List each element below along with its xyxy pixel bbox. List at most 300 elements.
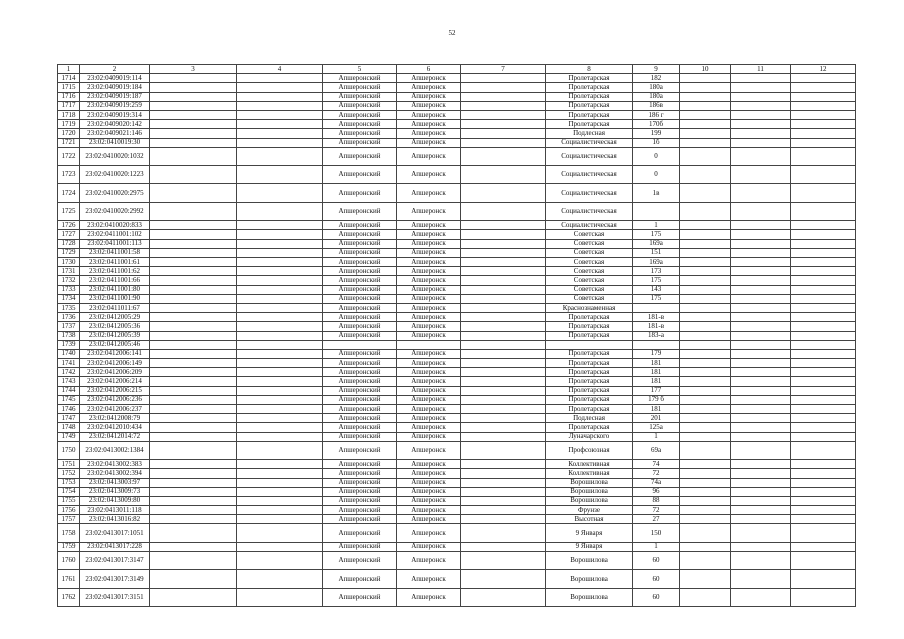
house-number-cell: 169а (633, 258, 680, 267)
column-11-cell (731, 102, 791, 111)
house-number-cell: 169а (633, 240, 680, 249)
district-cell: Апшеронский (323, 313, 397, 322)
column-3-cell (150, 460, 237, 469)
district-cell: Апшеронский (323, 286, 397, 295)
street-cell: Краснознаменная (546, 304, 633, 313)
column-number-header: 2 (80, 65, 150, 74)
column-10-cell (680, 396, 731, 405)
district-cell: Апшеронский (323, 377, 397, 386)
cadastral-number-cell: 23:02:0410020:1223 (80, 166, 150, 184)
district-cell: Апшеронский (323, 396, 397, 405)
row-number-cell: 1758 (58, 524, 80, 542)
column-10-cell (680, 249, 731, 258)
table-row (58, 377, 856, 386)
row-number-cell: 1730 (58, 258, 80, 267)
column-10-cell (680, 83, 731, 92)
row-number-cell: 1745 (58, 396, 80, 405)
house-number-cell: 181-в (633, 313, 680, 322)
cadastral-number-cell: 23:02:0411001:113 (80, 240, 150, 249)
street-cell: Пролетарская (546, 102, 633, 111)
district-cell: Апшеронский (323, 258, 397, 267)
settlement-cell: Апшеронск (397, 203, 461, 221)
cadastral-number-cell: 23:02:0412005:36 (80, 322, 150, 331)
column-10-cell (680, 488, 731, 497)
house-number-cell: 96 (633, 488, 680, 497)
house-number-cell: 175 (633, 230, 680, 239)
column-10-cell (680, 570, 731, 588)
column-11-cell (731, 488, 791, 497)
column-11-cell (731, 93, 791, 102)
table-row (58, 405, 856, 414)
row-number-cell: 1722 (58, 148, 80, 166)
settlement-cell: Апшеронск (397, 258, 461, 267)
district-cell: Апшеронский (323, 83, 397, 92)
district-cell: Апшеронский (323, 230, 397, 239)
district-cell: Апшеронский (323, 111, 397, 120)
settlement-cell: Апшеронск (397, 423, 461, 432)
cadastral-number-cell: 23:02:0411001:66 (80, 276, 150, 285)
column-4-cell (237, 295, 323, 304)
column-4-cell (237, 249, 323, 258)
house-number-cell: 0 (633, 148, 680, 166)
column-7-cell (461, 322, 546, 331)
column-10-cell (680, 166, 731, 184)
column-10-cell (680, 304, 731, 313)
row-number-cell: 1731 (58, 267, 80, 276)
column-7-cell (461, 368, 546, 377)
row-number-cell: 1721 (58, 139, 80, 148)
column-3-cell (150, 469, 237, 478)
column-11-cell (731, 83, 791, 92)
street-cell: Пролетарская (546, 322, 633, 331)
column-4-cell (237, 570, 323, 588)
column-number-row (58, 65, 856, 74)
street-cell: Ворошилова (546, 479, 633, 488)
house-number-cell: 181 (633, 368, 680, 377)
street-cell: Пролетарская (546, 368, 633, 377)
row-number-cell: 1746 (58, 405, 80, 414)
column-12-cell (791, 387, 856, 396)
cadastral-number-cell: 23:02:0413003:97 (80, 479, 150, 488)
column-12-cell (791, 295, 856, 304)
district-cell: Апшеронский (323, 552, 397, 570)
column-3-cell (150, 552, 237, 570)
column-12-cell (791, 423, 856, 432)
column-7-cell (461, 552, 546, 570)
cadastral-number-cell: 23:02:0413009:73 (80, 488, 150, 497)
column-10-cell (680, 350, 731, 359)
district-cell: Апшеронский (323, 414, 397, 423)
column-12-cell (791, 359, 856, 368)
column-12-cell (791, 83, 856, 92)
column-4-cell (237, 83, 323, 92)
column-7-cell (461, 120, 546, 129)
table-row (58, 139, 856, 148)
column-4-cell (237, 203, 323, 221)
column-4-cell (237, 589, 323, 607)
column-number-header: 9 (633, 65, 680, 74)
column-3-cell (150, 377, 237, 386)
column-4-cell (237, 322, 323, 331)
cadastral-number-cell: 23:02:0409020:142 (80, 120, 150, 129)
street-cell: Пролетарская (546, 332, 633, 341)
column-10-cell (680, 515, 731, 524)
column-12-cell (791, 276, 856, 285)
house-number-cell: 170б (633, 120, 680, 129)
district-cell: Апшеронский (323, 148, 397, 166)
settlement-cell: Апшеронск (397, 286, 461, 295)
column-11-cell (731, 240, 791, 249)
street-cell: Советская (546, 286, 633, 295)
cadastral-number-cell: 23:02:0413017:3149 (80, 570, 150, 588)
column-10-cell (680, 111, 731, 120)
column-3-cell (150, 433, 237, 442)
column-4-cell (237, 74, 323, 83)
column-10-cell (680, 267, 731, 276)
column-7-cell (461, 267, 546, 276)
column-11-cell (731, 148, 791, 166)
row-number-cell: 1754 (58, 488, 80, 497)
street-cell: Пролетарская (546, 405, 633, 414)
table-row (58, 240, 856, 249)
settlement-cell: Апшеронск (397, 479, 461, 488)
column-12-cell (791, 589, 856, 607)
column-12-cell (791, 240, 856, 249)
cadastral-number-cell: 23:02:0413009:80 (80, 497, 150, 506)
column-10-cell (680, 359, 731, 368)
column-3-cell (150, 203, 237, 221)
column-11-cell (731, 570, 791, 588)
column-4-cell (237, 433, 323, 442)
column-12-cell (791, 460, 856, 469)
house-number-cell: 1 (633, 543, 680, 552)
column-12-cell (791, 313, 856, 322)
settlement-cell: Апшеронск (397, 350, 461, 359)
street-cell: Пролетарская (546, 83, 633, 92)
cadastral-number-cell: 23:02:0412010:434 (80, 423, 150, 432)
column-11-cell (731, 332, 791, 341)
district-cell: Апшеронский (323, 524, 397, 542)
column-11-cell (731, 230, 791, 239)
column-11-cell (731, 221, 791, 230)
column-11-cell (731, 350, 791, 359)
settlement-cell: Апшеронск (397, 469, 461, 478)
settlement-cell: Апшеронск (397, 359, 461, 368)
row-number-cell: 1719 (58, 120, 80, 129)
column-number-header: 8 (546, 65, 633, 74)
column-10-cell (680, 460, 731, 469)
table-row (58, 111, 856, 120)
column-4-cell (237, 221, 323, 230)
house-number-cell: 179 (633, 350, 680, 359)
column-12-cell (791, 286, 856, 295)
column-7-cell (461, 589, 546, 607)
house-number-cell: 186в (633, 102, 680, 111)
row-number-cell: 1747 (58, 414, 80, 423)
column-4-cell (237, 313, 323, 322)
column-11-cell (731, 515, 791, 524)
column-10-cell (680, 230, 731, 239)
column-11-cell (731, 322, 791, 331)
column-10-cell (680, 295, 731, 304)
street-cell: Пролетарская (546, 423, 633, 432)
district-cell: Апшеронский (323, 479, 397, 488)
column-12-cell (791, 111, 856, 120)
column-4-cell (237, 139, 323, 148)
column-10-cell (680, 479, 731, 488)
column-10-cell (680, 120, 731, 129)
column-10-cell (680, 423, 731, 432)
column-3-cell (150, 368, 237, 377)
cadastral-number-cell: 23:02:0410020:1032 (80, 148, 150, 166)
table-row (58, 515, 856, 524)
table-row (58, 414, 856, 423)
table-row (58, 488, 856, 497)
district-cell: Апшеронский (323, 543, 397, 552)
column-3-cell (150, 74, 237, 83)
column-12-cell (791, 405, 856, 414)
table-row (58, 570, 856, 588)
row-number-cell: 1723 (58, 166, 80, 184)
column-7-cell (461, 83, 546, 92)
column-7-cell (461, 341, 546, 350)
column-4-cell (237, 368, 323, 377)
column-7-cell (461, 276, 546, 285)
column-12-cell (791, 139, 856, 148)
column-7-cell (461, 433, 546, 442)
column-7-cell (461, 488, 546, 497)
column-10-cell (680, 93, 731, 102)
settlement-cell: Апшеронск (397, 148, 461, 166)
column-4-cell (237, 148, 323, 166)
district-cell: Апшеронский (323, 184, 397, 202)
column-12-cell (791, 543, 856, 552)
column-3-cell (150, 304, 237, 313)
column-3-cell (150, 102, 237, 111)
table-row (58, 350, 856, 359)
house-number-cell (633, 341, 680, 350)
column-4-cell (237, 469, 323, 478)
house-number-cell: 179 б (633, 396, 680, 405)
district-cell: Апшеронский (323, 433, 397, 442)
table-row (58, 332, 856, 341)
column-3-cell (150, 341, 237, 350)
cadastral-number-cell: 23:02:0413011:118 (80, 506, 150, 515)
column-7-cell (461, 332, 546, 341)
street-cell: Советская (546, 295, 633, 304)
street-cell: Социалистическая (546, 184, 633, 202)
column-3-cell (150, 350, 237, 359)
cadastral-number-cell: 23:02:0412008:79 (80, 414, 150, 423)
column-7-cell (461, 129, 546, 138)
cadastral-number-cell: 23:02:0410019:30 (80, 139, 150, 148)
column-12-cell (791, 148, 856, 166)
cadastral-number-cell: 23:02:0411001:90 (80, 295, 150, 304)
settlement-cell: Апшеронск (397, 433, 461, 442)
column-10-cell (680, 129, 731, 138)
house-number-cell: 181 (633, 405, 680, 414)
column-3-cell (150, 359, 237, 368)
column-11-cell (731, 120, 791, 129)
column-7-cell (461, 203, 546, 221)
column-12-cell (791, 552, 856, 570)
table-row (58, 552, 856, 570)
district-cell: Апшеронский (323, 506, 397, 515)
column-7-cell (461, 543, 546, 552)
settlement-cell: Апшеронск (397, 506, 461, 515)
column-3-cell (150, 405, 237, 414)
district-cell: Апшеронский (323, 469, 397, 478)
house-number-cell: 60 (633, 552, 680, 570)
house-number-cell: 72 (633, 469, 680, 478)
row-number-cell: 1759 (58, 543, 80, 552)
column-12-cell (791, 102, 856, 111)
district-cell: Апшеронский (323, 203, 397, 221)
street-cell: Подлесная (546, 414, 633, 423)
street-cell: Пролетарская (546, 74, 633, 83)
house-number-cell: 1б (633, 139, 680, 148)
column-3-cell (150, 166, 237, 184)
table-row (58, 129, 856, 138)
page-number: 52 (448, 29, 456, 37)
cadastral-number-cell: 23:02:0412006:141 (80, 350, 150, 359)
district-cell: Апшеронский (323, 240, 397, 249)
column-11-cell (731, 258, 791, 267)
column-3-cell (150, 543, 237, 552)
district-cell: Апшеронский (323, 423, 397, 432)
street-cell: Советская (546, 258, 633, 267)
column-7-cell (461, 423, 546, 432)
column-7-cell (461, 460, 546, 469)
district-cell: Апшеронский (323, 515, 397, 524)
row-number-cell: 1728 (58, 240, 80, 249)
settlement-cell: Апшеронск (397, 120, 461, 129)
district-cell: Апшеронский (323, 166, 397, 184)
house-number-cell: 1в (633, 184, 680, 202)
column-3-cell (150, 295, 237, 304)
column-11-cell (731, 295, 791, 304)
column-12-cell (791, 396, 856, 405)
district-cell: Апшеронский (323, 93, 397, 102)
column-11-cell (731, 111, 791, 120)
column-7-cell (461, 313, 546, 322)
district-cell: Апшеронский (323, 442, 397, 460)
district-cell: Апшеронский (323, 589, 397, 607)
street-cell: Ворошилова (546, 570, 633, 588)
column-12-cell (791, 267, 856, 276)
column-11-cell (731, 589, 791, 607)
house-number-cell: 175 (633, 295, 680, 304)
table-row (58, 166, 856, 184)
table-row (58, 203, 856, 221)
column-4-cell (237, 304, 323, 313)
column-10-cell (680, 341, 731, 350)
table-row (58, 497, 856, 506)
settlement-cell: Апшеронск (397, 102, 461, 111)
column-10-cell (680, 543, 731, 552)
cadastral-number-cell: 23:02:0409019:314 (80, 111, 150, 120)
column-4-cell (237, 258, 323, 267)
column-12-cell (791, 570, 856, 588)
column-10-cell (680, 368, 731, 377)
table-row (58, 230, 856, 239)
column-11-cell (731, 552, 791, 570)
column-10-cell (680, 102, 731, 111)
column-11-cell (731, 359, 791, 368)
column-7-cell (461, 350, 546, 359)
column-4-cell (237, 267, 323, 276)
column-10-cell (680, 139, 731, 148)
column-4-cell (237, 276, 323, 285)
cadastral-number-cell: 23:02:0413017:228 (80, 543, 150, 552)
column-3-cell (150, 515, 237, 524)
cadastral-number-cell: 23:02:0412006:209 (80, 368, 150, 377)
street-cell: Пролетарская (546, 111, 633, 120)
house-number-cell: 177 (633, 387, 680, 396)
house-number-cell: 60 (633, 589, 680, 607)
table-row (58, 267, 856, 276)
cadastral-number-cell: 23:02:0412006:149 (80, 359, 150, 368)
column-12-cell (791, 230, 856, 239)
table-row (58, 304, 856, 313)
row-number-cell: 1743 (58, 377, 80, 386)
district-cell: Апшеронский (323, 276, 397, 285)
column-3-cell (150, 479, 237, 488)
street-cell: Пролетарская (546, 359, 633, 368)
table-row (58, 341, 856, 350)
column-12-cell (791, 506, 856, 515)
settlement-cell: Апшеронск (397, 442, 461, 460)
street-cell: Советская (546, 276, 633, 285)
row-number-cell: 1733 (58, 286, 80, 295)
row-number-cell: 1727 (58, 230, 80, 239)
column-3-cell (150, 148, 237, 166)
house-number-cell: 74а (633, 479, 680, 488)
column-10-cell (680, 524, 731, 542)
house-number-cell: 1 (633, 221, 680, 230)
cadastral-number-cell: 23:02:0409019:114 (80, 74, 150, 83)
column-11-cell (731, 506, 791, 515)
column-10-cell (680, 377, 731, 386)
cadastral-number-cell: 23:02:0412005:29 (80, 313, 150, 322)
table-row (58, 387, 856, 396)
row-number-cell: 1735 (58, 304, 80, 313)
district-cell: Апшеронский (323, 267, 397, 276)
column-3-cell (150, 524, 237, 542)
row-number-cell: 1737 (58, 322, 80, 331)
district-cell: Апшеронский (323, 488, 397, 497)
cadastral-number-cell: 23:02:0413016:82 (80, 515, 150, 524)
row-number-cell: 1732 (58, 276, 80, 285)
column-10-cell (680, 589, 731, 607)
column-number-header: 5 (323, 65, 397, 74)
district-cell: Апшеронский (323, 350, 397, 359)
table-row (58, 506, 856, 515)
table-row (58, 276, 856, 285)
column-11-cell (731, 423, 791, 432)
settlement-cell: Апшеронск (397, 276, 461, 285)
column-3-cell (150, 267, 237, 276)
column-7-cell (461, 258, 546, 267)
column-4-cell (237, 240, 323, 249)
district-cell: Апшеронский (323, 74, 397, 83)
registry-table (57, 64, 856, 607)
column-12-cell (791, 442, 856, 460)
column-11-cell (731, 387, 791, 396)
house-number-cell: 74 (633, 460, 680, 469)
house-number-cell: 186 г (633, 111, 680, 120)
house-number-cell: 181 (633, 377, 680, 386)
